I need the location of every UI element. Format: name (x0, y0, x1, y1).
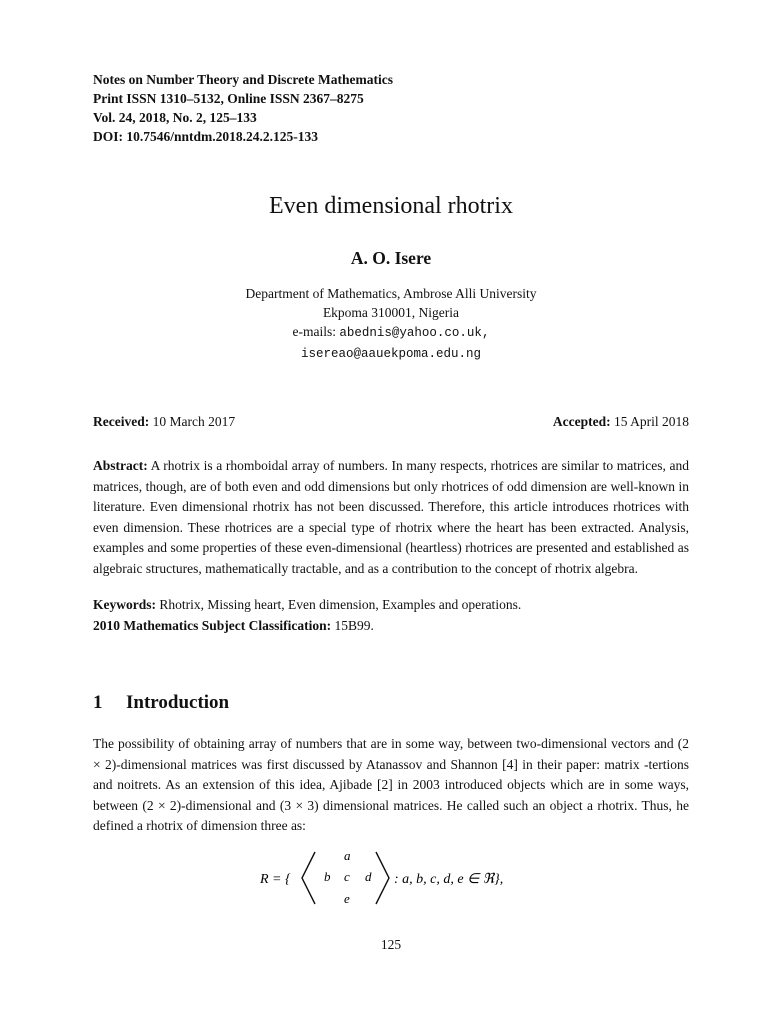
journal-doi: DOI: 10.7546/nntdm.2018.24.2.125-133 (93, 129, 319, 144)
affiliation-dept: Department of Mathematics, Ambrose Alli University (245, 286, 537, 301)
emails-line-2 (93, 343, 689, 364)
dates-row (93, 414, 689, 430)
entry-d: d (365, 869, 372, 884)
entry-e: e (344, 891, 350, 906)
right-angle-bracket (376, 852, 389, 904)
msc-line: 2010 Mathematics Subject Classification: 15B99. (93, 618, 374, 633)
email-link-1[interactable]: abednis@yahoo.co.uk (339, 326, 482, 340)
rhotrix-formula (93, 846, 689, 910)
abstract (93, 456, 689, 579)
section-title: Introduction (126, 692, 230, 713)
rhotrix-formula-svg (93, 846, 689, 910)
received-date: Received: 10 March 2017 (93, 414, 236, 429)
emails-label: e-mails: (292, 324, 337, 339)
journal-issn: Print ISSN 1310–5132, Online ISSN 2367–8275 (93, 91, 364, 106)
abstract-text: A rhotrix is a rhomboidal array of numbers. In many respects, rhotrices are similar to matrices, and matrices, though, are of both even and odd dimensions but only rhotrices of odd dimension are well-known in literature. Even dimensional rhotrix has not been discussed. Therefore, this article introduces rhotrices with even dimension. These rhotrices are a special type of rhotrix where the heart has been extracted. Analysis, examples and some properties of these even-dimensional (heartless) rhotrices are presented and established as algebraic structures, mathematically tractable, and as a contribution to the concept of rhotrix algebra. (93, 458, 689, 576)
entry-c: c (344, 869, 350, 884)
accepted-date: Accepted: 15 April 2018 (552, 414, 689, 429)
emails-line: e-mails: abednis@yahoo.co.uk, (292, 324, 490, 340)
introduction-paragraph: The possibility of obtaining array of numbers that are in some way, between two-dimensional vectors and (2 × 2)-dimensional matrices was first discussed by Atanassov and Shannon [4] in their paper: matrix -tertions and noitrets. As an extension of this idea, Ajibade [2] in 2003 introduced objects which are in some ways, between (2 × 2)-dimensional and (3 × 3) dimensional matrices. He called such an object a rhotrix. Thus, he defined a rhotrix of dimension three as: (93, 736, 690, 833)
journal-volume: Vol. 24, 2018, No. 2, 125–133 (93, 110, 257, 125)
entry-b: b (324, 869, 331, 884)
affiliation-city: Ekpoma 310001, Nigeria (322, 305, 460, 320)
keywords-line: Keywords: Rhotrix, Missing heart, Even dimension, Examples and operations. (93, 597, 522, 612)
formula-rhs: : a, b, c, d, e ∈ ℜ}, (394, 872, 504, 887)
left-angle-bracket (302, 852, 315, 904)
author-affiliation (93, 284, 689, 364)
email-link-2[interactable]: isereao@aauekpoma.edu.ng (300, 347, 482, 361)
page-number: 125 (380, 937, 402, 952)
entry-a: a (344, 848, 351, 863)
journal-name: Notes on Number Theory and Discrete Mathematics (93, 72, 393, 87)
paper-author: A. O. Isere (350, 248, 432, 268)
abstract-label: Abstract: (93, 458, 148, 473)
formula-lhs: R = { (260, 872, 291, 887)
journal-header (93, 70, 689, 146)
section-number: 1 (93, 692, 103, 713)
section-heading-introduction (93, 692, 689, 714)
paper-title: Even dimensional rhotrix (269, 193, 513, 219)
